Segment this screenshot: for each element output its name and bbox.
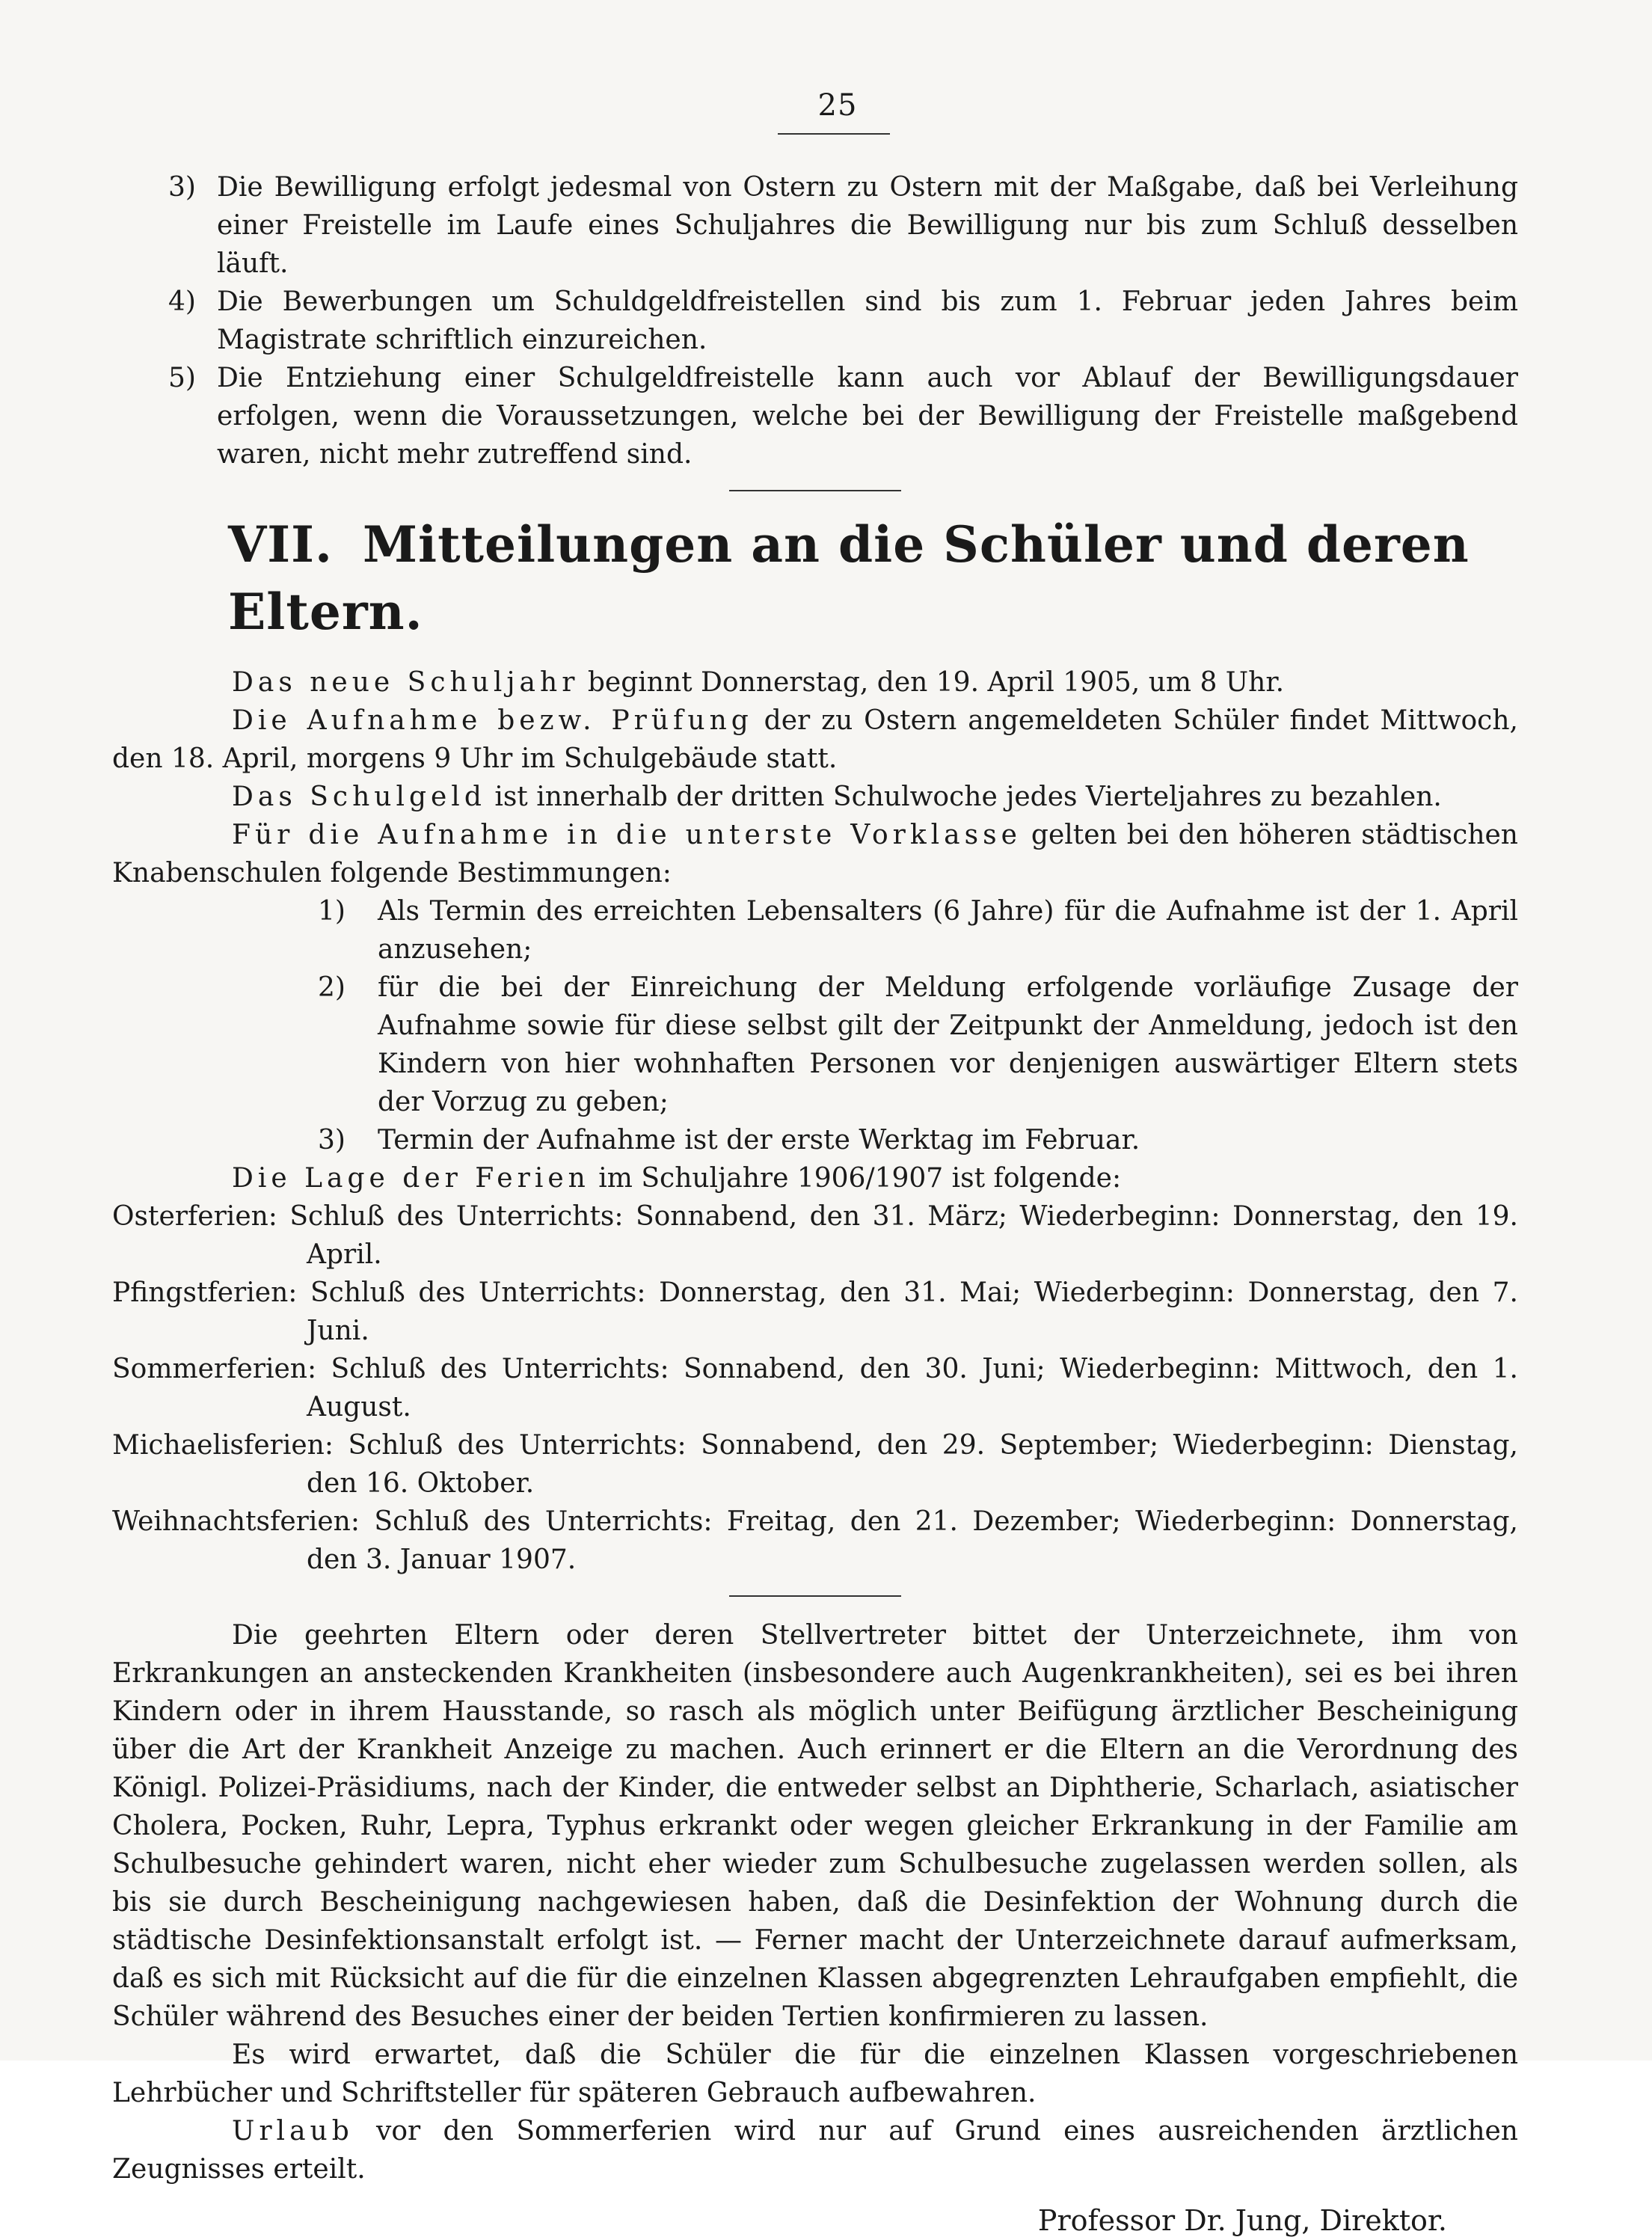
signature: Professor Dr. Jung, Direktor. [1037, 2204, 1447, 2237]
lowest-class-lead: Für die Aufnahme in die unterste Vorklasse [232, 820, 1022, 850]
item-number: 2) [318, 972, 346, 1003]
holidays-list [112, 1197, 1518, 1579]
holidays-intro-text: im Schuljahre 1906/1907 ist folgende: [589, 1163, 1122, 1194]
page-number-rule [778, 133, 890, 135]
books-paragraph: Es wird erwartet, daß die Schüler die für die einzelnen Klassen vorgeschriebenen Lehrbücher und Schriftsteller für späteren Gebrauch aufbewahren. [112, 2040, 1518, 2108]
list-item [318, 1121, 1518, 1159]
item-text: Die Entziehung einer Schulgeldfreistelle kann auch vor Ablauf der Bewilligungsdauer erfolgen, wenn die Voraussetzungen, welche bei der Bewilligung der Freistelle maßgebend waren, nicht mehr zutreffend sind. [217, 363, 1518, 470]
section-divider [729, 490, 901, 491]
leave-paragraph [112, 2112, 1518, 2188]
item-number: 3) [318, 1125, 346, 1156]
fee-lead: Das Schulgeld [232, 782, 486, 812]
holiday-line: Pfingstferien: Schluß des Unterrichts: Donnerstag, den 31. Mai; Wiederbeginn: Donnerstag, den 7. Juni. [112, 1277, 1518, 1346]
lowest-class-text: gelten bei den höheren städtischen Knabenschulen folgende Bestimmungen: [112, 820, 1518, 889]
illness-notice: Die geehrten Eltern oder deren Stellvertreter bittet der Unterzeichnete, ihm von Erkrankungen an ansteckenden Krankheiten (insbesondere auch Augenkrankheiten), sei es bei ihren Kindern oder in ihrem Hausstande, so rasch als möglich unter Beifügung ärztlicher Bescheinigung über die Art der Krankheit Anzeige zu machen. Auch erinnert er die Eltern an die Verordnung des Königl. Polizei-Präsidiums, nach der Kinder, die entweder selbst an Diphtherie, Scharlach, asiatischer Cholera, Pocken, Ruhr, Lepra, Typhus erkrankt oder wegen gleicher Erkrankung in der Familie am Schulbesuche gehindert waren, nicht eher wieder zum Schulbesuche zugelassen werden sollen, als bis sie durch Bescheinigung nachgewiesen haben, daß die Desinfektion der Wohnung durch die städtische Desinfektionsanstalt erfolgt ist. — Ferner macht der Unterzeichnete darauf aufmerksam, daß es sich mit Rücksicht auf die für die einzelnen Klassen abgegrenzten Lehraufgaben empfiehlt, die Schüler während des Besuches einer der beiden Tertien konfirmieren zu lassen. [112, 1620, 1518, 2032]
list-item [112, 359, 1518, 473]
section-title: Mitteilungen an die Schüler und deren Eltern. [228, 515, 1470, 641]
item-text: Termin der Aufnahme ist der erste Werktag im Februar. [378, 1125, 1140, 1156]
admission-lead: Die Aufnahme bezw. Prüfung [232, 705, 753, 736]
school-year-paragraph [112, 663, 1518, 702]
fee-text: ist innerhalb der dritten Schulwoche jedes Vierteljahres zu bezahlen. [485, 782, 1442, 812]
admission-text: der zu Ostern angemeldeten Schüler findet Mittwoch, den 18. April, morgens 9 Uhr im Schulgebäude statt. [112, 705, 1518, 774]
holidays-lead: Die Lage der Ferien [232, 1163, 590, 1194]
page-number: 25 [817, 88, 858, 123]
list-item [318, 892, 1518, 969]
list-item [318, 969, 1518, 1121]
holidays-intro [112, 1159, 1518, 1197]
holiday-line: Osterferien: Schluß des Unterrichts: Sonnabend, den 31. März; Wiederbeginn: Donnerstag, den 19. April. [112, 1201, 1518, 1270]
holiday-line: Weihnachtsferien: Schluß des Unterrichts: Freitag, den 21. Dezember; Wiederbeginn: Donnerstag, den 3. Januar 1907. [112, 1506, 1518, 1575]
item-text: Die Bewilligung erfolgt jedesmal von Ostern zu Ostern mit der Maßgabe, daß bei Verleihung einer Freistelle im Laufe eines Schuljahres die Bewilligung nur bis zum Schluß desselben läuft. [217, 172, 1518, 279]
holiday-line: Sommerferien: Schluß des Unterrichts: Sonnabend, den 30. Juni; Wiederbeginn: Mittwoch, den 1. August. [112, 1354, 1518, 1423]
leave-lead: Urlaub [232, 2116, 354, 2147]
provisions-list [112, 892, 1518, 1159]
list-item [112, 168, 1518, 283]
rules-list [112, 168, 1518, 473]
list-item [112, 283, 1518, 359]
item-text: Die Bewerbungen um Schuldgeldfreistellen sind bis zum 1. Februar jeden Jahres beim Magistrate schriftlich einzureichen. [217, 286, 1518, 355]
page-content [112, 168, 1518, 2240]
item-text: Als Termin des erreichten Lebensalters (6 Jahre) für die Aufnahme ist der 1. April anzusehen; [378, 896, 1518, 965]
school-year-text: beginnt Donnerstag, den 19. April 1905, um 8 Uhr. [579, 667, 1285, 698]
item-number: 5) [168, 363, 196, 393]
item-number: 1) [318, 896, 346, 927]
section-number: VII. [228, 515, 333, 574]
school-year-lead: Das neue Schuljahr [232, 667, 580, 698]
item-number: 4) [168, 286, 196, 317]
item-number: 3) [168, 172, 196, 203]
notice-divider [729, 1595, 901, 1597]
fee-paragraph [112, 778, 1518, 816]
holiday-line: Michaelisferien: Schluß des Unterrichts: Sonnabend, den 29. September; Wiederbeginn: Dienstag, den 16. Oktober. [112, 1430, 1518, 1499]
admission-paragraph [112, 702, 1518, 778]
section-heading [228, 511, 1518, 645]
leave-text: vor den Sommerferien wird nur auf Grund eines ausreichenden ärztlichen Zeugnisses erteilt. [112, 2116, 1518, 2185]
lowest-class-paragraph [112, 816, 1518, 892]
item-text: für die bei der Einreichung der Meldung erfolgende vorläufige Zusage der Aufnahme sowie für diese selbst gilt der Zeitpunkt der Anmeldung, jedoch ist den Kindern von hier wohnhaften Personen vor denjenigen auswärtiger Eltern stets der Vorzug zu geben; [378, 972, 1518, 1117]
